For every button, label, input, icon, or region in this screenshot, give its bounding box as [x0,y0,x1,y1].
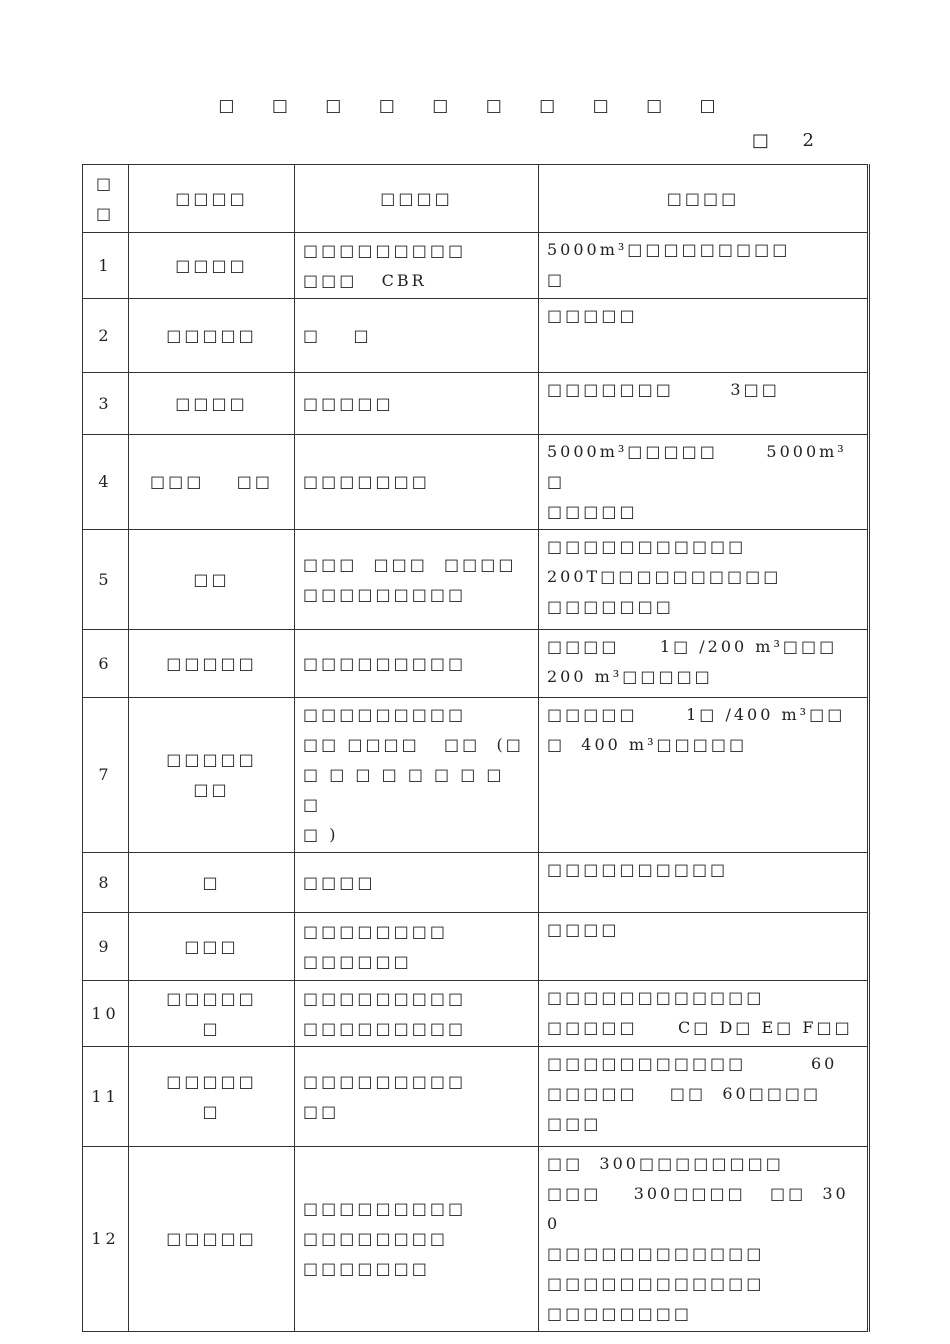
row-content: □□□□ [295,853,539,913]
header-frequency: □□□□ [539,165,869,233]
row-number: 11 [83,1047,129,1147]
header-no: □ □ [83,165,129,233]
row-number: 10 [83,981,129,1047]
row-content: □□□□□□□□ □□□□□□ [295,913,539,981]
row-content: □□□□□□□□□ □□□ CBR [295,233,539,299]
row-item: □□□□□ □□ [129,698,295,853]
row-number: 12 [83,1147,129,1332]
row-frequency: □□□□□□□□□□□ 60 □□□□□ □□ 60□□□□ □□□ [539,1047,869,1147]
row-content: □□□□□□□□□ [295,630,539,698]
inspection-table [82,164,870,1332]
row-content: □ □ [295,299,539,373]
row-item: □ [129,853,295,913]
row-frequency: □□□□□□□ 3□□ [539,373,869,435]
table-row [83,530,869,630]
row-item: □□□□□ □ [129,981,295,1047]
row-frequency: □□□□□□□□□□ [539,853,869,913]
row-number: 1 [83,233,129,299]
row-item: □□ [129,530,295,630]
table-row [83,853,869,913]
row-item: □□□ [129,913,295,981]
row-content: □□□ □□□ □□□□ □□□□□□□□□ [295,530,539,630]
row-item: □□□□□ [129,299,295,373]
table-row [83,1047,869,1147]
table-header-row [83,165,869,233]
row-number: 3 [83,373,129,435]
row-frequency: □□□□□□□□□□□□ □□□□□ C□ D□ E□ F□□ [539,981,869,1047]
header-content: □□□□ [295,165,539,233]
row-number: 4 [83,435,129,530]
table-row [83,299,869,373]
row-frequency: □□□□□ [539,299,869,373]
table-tag: □ 2 [751,130,828,151]
row-frequency: □□ 300□□□□□□□□ □□□ 300□□□□ □□ 300 □□□□□□□□□□□□ □□□□□□□□□□□□ □□□□□□□□ [539,1147,869,1332]
row-item: □□□□□ [129,1147,295,1332]
page-title: □ □ □ □ □ □ □ □ □ □ [218,96,732,116]
row-item: □□□ □□ [129,435,295,530]
table-row [83,630,869,698]
row-number: 5 [83,530,129,630]
row-content: □□□□□□□□□ □□ □□□□ □□ (□ □ □ □ □ □ □ □ □ □ □ ) [295,698,539,853]
row-item: □□□□ [129,373,295,435]
table-row [83,233,869,299]
row-frequency: □□□□□ 1□ /400 m³□□ □ 400 m³□□□□□ [539,698,869,853]
table-row [83,373,869,435]
row-number: 7 [83,698,129,853]
row-item: □□□□ [129,233,295,299]
table-row [83,1147,869,1332]
row-content: □□□□□□□□□ □□□□□□□□ □□□□□□□ [295,1147,539,1332]
row-item: □□□□□ [129,630,295,698]
row-number: 2 [83,299,129,373]
row-number: 8 [83,853,129,913]
row-content: □□□□□□□□□ □□ [295,1047,539,1147]
row-frequency: 5000m³□□□□□ 5000m³□ □□□□□ [539,435,869,530]
table-row [83,981,869,1047]
row-content: □□□□□□□ [295,435,539,530]
row-frequency: 5000m³□□□□□□□□□ □ [539,233,869,299]
header-item: □□□□ [129,165,295,233]
row-item: □□□□□ □ [129,1047,295,1147]
row-frequency: □□□□ [539,913,869,981]
row-number: 9 [83,913,129,981]
row-content: □□□□□□□□□ □□□□□□□□□ [295,981,539,1047]
table-row [83,698,869,853]
row-content: □□□□□ [295,373,539,435]
row-frequency: □□□□ 1□ /200 m³□□□ 200 m³□□□□□ [539,630,869,698]
row-frequency: □□□□□□□□□□□ 200T□□□□□□□□□□ □□□□□□□ [539,530,869,630]
table-row [83,435,869,530]
table-row [83,913,869,981]
row-number: 6 [83,630,129,698]
